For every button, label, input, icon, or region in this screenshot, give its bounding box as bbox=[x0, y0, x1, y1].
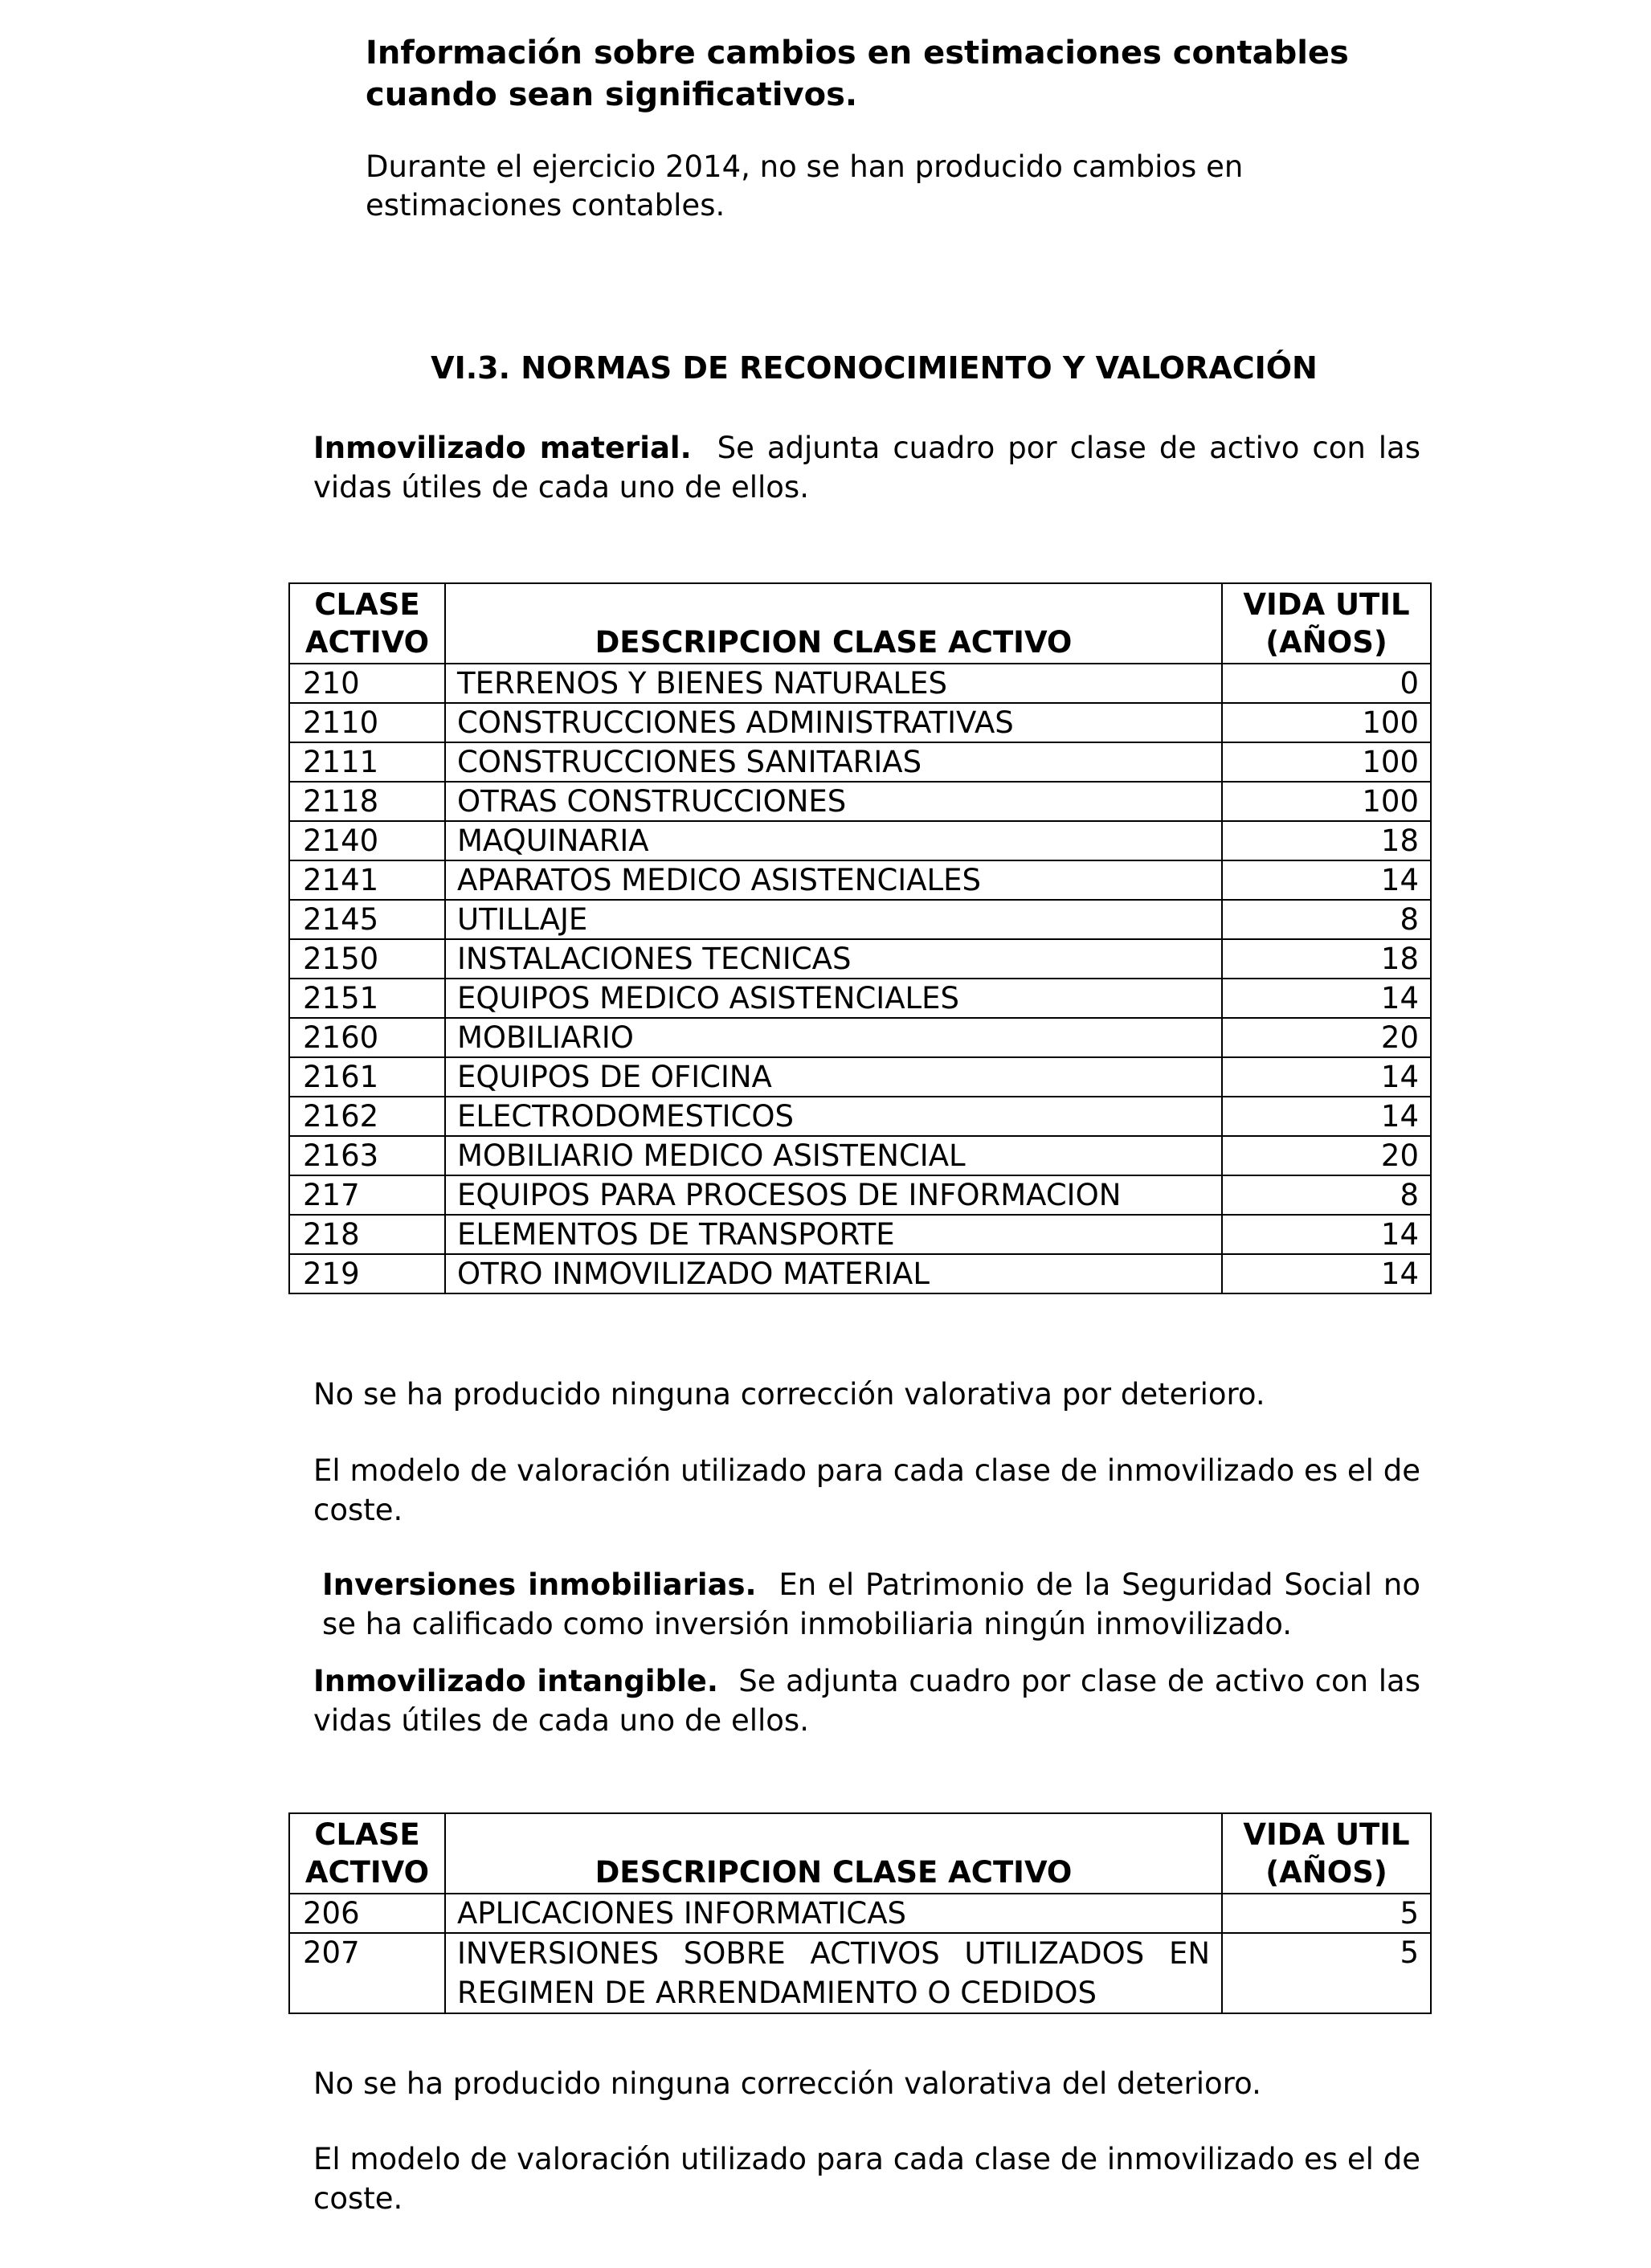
cell-life: 100 bbox=[1222, 742, 1431, 782]
cell-life: 14 bbox=[1222, 860, 1431, 900]
cell-desc: CONSTRUCCIONES ADMINISTRATIVAS bbox=[445, 703, 1222, 742]
cell-code: 219 bbox=[289, 1254, 445, 1293]
cell-desc: EQUIPOS PARA PROCESOS DE INFORMACION bbox=[445, 1175, 1222, 1215]
cell-code: 2141 bbox=[289, 860, 445, 900]
cell-code: 2118 bbox=[289, 782, 445, 821]
intangible-lead: Inmovilizado intangible. bbox=[313, 1664, 718, 1698]
table-row bbox=[289, 1175, 1431, 1215]
cell-life: 14 bbox=[1222, 1254, 1431, 1293]
intangible-impairment-note: No se ha producido ninguna corrección valorativa del deterioro. bbox=[313, 2066, 1261, 2101]
cell-life: 18 bbox=[1222, 821, 1431, 860]
cell-desc: MOBILIARIO bbox=[445, 1018, 1222, 1057]
header-descripcion: DESCRIPCION CLASE ACTIVO bbox=[445, 583, 1222, 664]
table-row bbox=[289, 1057, 1431, 1097]
cell-life: 20 bbox=[1222, 1136, 1431, 1175]
cell-desc: EQUIPOS MEDICO ASISTENCIALES bbox=[445, 979, 1222, 1018]
cell-desc: CONSTRUCCIONES SANITARIAS bbox=[445, 742, 1222, 782]
cell-life: 14 bbox=[1222, 1057, 1431, 1097]
table-row bbox=[289, 821, 1431, 860]
cell-desc: OTRO INMOVILIZADO MATERIAL bbox=[445, 1254, 1222, 1293]
intangible-asset-table bbox=[288, 1812, 1432, 2014]
cell-desc: EQUIPOS DE OFICINA bbox=[445, 1057, 1222, 1097]
header-clase-activo: CLASE ACTIVO bbox=[289, 1813, 445, 1894]
cell-desc: INVERSIONES SOBRE ACTIVOS UTILIZADOS EN REGIMEN DE ARRENDAMIENTO O CEDIDOS bbox=[445, 1933, 1222, 2013]
header-descripcion: DESCRIPCION CLASE ACTIVO bbox=[445, 1813, 1222, 1894]
cell-desc: MOBILIARIO MEDICO ASISTENCIAL bbox=[445, 1136, 1222, 1175]
table-row bbox=[289, 900, 1431, 939]
intangible-text: Se adjunta cuadro por clase de activo con las vidas útiles de cada uno de ellos. bbox=[313, 1664, 1420, 1738]
cell-code: 2111 bbox=[289, 742, 445, 782]
table-row bbox=[289, 703, 1431, 742]
cell-code: 2145 bbox=[289, 900, 445, 939]
cell-life: 14 bbox=[1222, 1097, 1431, 1136]
cell-life: 100 bbox=[1222, 703, 1431, 742]
cell-life: 18 bbox=[1222, 939, 1431, 979]
cell-desc: ELEMENTOS DE TRANSPORTE bbox=[445, 1215, 1222, 1254]
cell-life: 8 bbox=[1222, 1175, 1431, 1215]
material-impairment-note: No se ha producido ninguna corrección valorativa por deterioro. bbox=[313, 1377, 1265, 1412]
cell-desc: INSTALACIONES TECNICAS bbox=[445, 939, 1222, 979]
section-title: VI.3. NORMAS DE RECONOCIMIENTO Y VALORACIÓN bbox=[431, 350, 1318, 386]
cell-code: 218 bbox=[289, 1215, 445, 1254]
cell-desc: TERRENOS Y BIENES NATURALES bbox=[445, 664, 1222, 703]
header-clase-activo: CLASE ACTIVO bbox=[289, 583, 445, 664]
header-vida-util: VIDA UTIL (AÑOS) bbox=[1222, 583, 1431, 664]
material-lead: Inmovilizado material. bbox=[313, 431, 692, 465]
cell-life: 100 bbox=[1222, 782, 1431, 821]
table-row bbox=[289, 1215, 1431, 1254]
material-valuation-model-note: El modelo de valoración utilizado para cada clase de inmovilizado es el de coste. bbox=[313, 1453, 1420, 1527]
table-row bbox=[289, 742, 1431, 782]
investment-property-lead: Inversiones inmobiliarias. bbox=[322, 1567, 757, 1602]
cell-code: 206 bbox=[289, 1894, 445, 1933]
cell-desc: OTRAS CONSTRUCCIONES bbox=[445, 782, 1222, 821]
estimates-section bbox=[366, 32, 1410, 225]
table-header-row bbox=[289, 1813, 1431, 1894]
table-row bbox=[289, 1018, 1431, 1057]
cell-code: 207 bbox=[289, 1933, 445, 2013]
cell-life: 0 bbox=[1222, 664, 1431, 703]
cell-life: 8 bbox=[1222, 900, 1431, 939]
table-row bbox=[289, 1933, 1431, 2013]
table-row bbox=[289, 979, 1431, 1018]
cell-life: 5 bbox=[1222, 1894, 1431, 1933]
material-paragraph bbox=[313, 428, 1420, 507]
intangible-paragraph bbox=[313, 1661, 1420, 1740]
investment-property-text: En el Patrimonio de la Seguridad Social no se ha calificado como inversión inmobiliaria ningún inmovilizado. bbox=[322, 1567, 1421, 1641]
table-row bbox=[289, 1097, 1431, 1136]
cell-desc: APARATOS MEDICO ASISTENCIALES bbox=[445, 860, 1222, 900]
cell-code: 2160 bbox=[289, 1018, 445, 1057]
cell-code: 2161 bbox=[289, 1057, 445, 1097]
cell-life: 20 bbox=[1222, 1018, 1431, 1057]
cell-desc: UTILLAJE bbox=[445, 900, 1222, 939]
cell-code: 2151 bbox=[289, 979, 445, 1018]
cell-life: 14 bbox=[1222, 979, 1431, 1018]
cell-code: 2163 bbox=[289, 1136, 445, 1175]
cell-code: 210 bbox=[289, 664, 445, 703]
cell-code: 2110 bbox=[289, 703, 445, 742]
material-text: Se adjunta cuadro por clase de activo con las vidas útiles de cada uno de ellos. bbox=[313, 431, 1420, 505]
material-asset-table bbox=[288, 582, 1432, 1294]
table-row bbox=[289, 1894, 1431, 1933]
cell-code: 2162 bbox=[289, 1097, 445, 1136]
table-row bbox=[289, 1136, 1431, 1175]
investment-property-paragraph bbox=[322, 1565, 1420, 1644]
estimates-body: Durante el ejercicio 2014, no se han producido cambios en estimaciones contables. bbox=[366, 149, 1244, 223]
cell-desc: MAQUINARIA bbox=[445, 821, 1222, 860]
header-vida-util: VIDA UTIL (AÑOS) bbox=[1222, 1813, 1431, 1894]
cell-life: 5 bbox=[1222, 1933, 1431, 2013]
table-row bbox=[289, 939, 1431, 979]
cell-desc: APLICACIONES INFORMATICAS bbox=[445, 1894, 1222, 1933]
table-row bbox=[289, 664, 1431, 703]
table-row bbox=[289, 782, 1431, 821]
cell-desc: ELECTRODOMESTICOS bbox=[445, 1097, 1222, 1136]
cell-code: 2140 bbox=[289, 821, 445, 860]
cell-code: 2150 bbox=[289, 939, 445, 979]
cell-code: 217 bbox=[289, 1175, 445, 1215]
cell-life: 14 bbox=[1222, 1215, 1431, 1254]
table-row bbox=[289, 1254, 1431, 1293]
estimates-heading: Información sobre cambios en estimaciones contables cuando sean significativos. bbox=[366, 35, 1349, 113]
intangible-valuation-model-note: El modelo de valoración utilizado para cada clase de inmovilizado es el de coste. bbox=[313, 2142, 1420, 2216]
table-header-row bbox=[289, 583, 1431, 664]
table-row bbox=[289, 860, 1431, 900]
